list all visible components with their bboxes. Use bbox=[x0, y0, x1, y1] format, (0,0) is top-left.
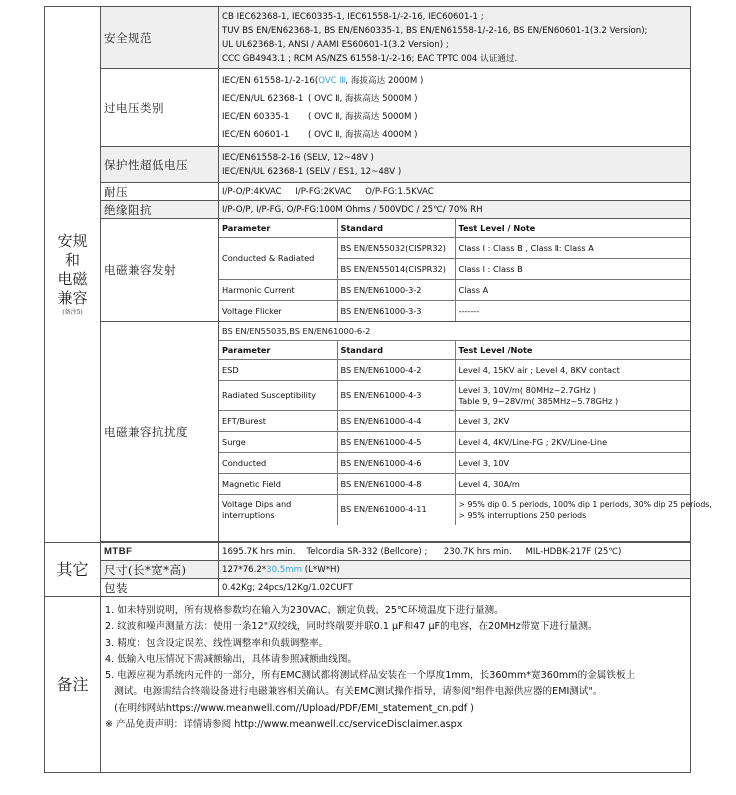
safety-line: TUV BS EN/EN62368-1, BS EN/EN60335-1, BS EN/EN61558-1/-2-16, BS EN/EN60601-1(3.2 Version); bbox=[222, 25, 648, 36]
label-mtbf: MTBF bbox=[101, 543, 219, 561]
emc-immunity-cell bbox=[219, 322, 712, 542]
table-cell: BS EN/EN55014(CISPR32) bbox=[337, 259, 455, 280]
emc-emission-cell bbox=[219, 219, 691, 322]
group-others: 其它 bbox=[45, 543, 101, 597]
note-line: (在明纬网站https://www.meanwell.com//Upload/PDF/EMI_statement_cn.pdf ) bbox=[105, 702, 474, 714]
table-cell: Level 3, 10V bbox=[455, 453, 690, 474]
note-line: 测试。电源需结合终端设备进行电磁兼容相关确认。有关EMC测试操作指导，请参阅"组件电源供应器的EMI测试"。 bbox=[105, 686, 603, 698]
table-cell: BS EN/EN61000-3-3 bbox=[337, 301, 455, 322]
table-cell: Level 4, 15KV air ; Level 4, 8KV contact bbox=[455, 360, 690, 381]
label-isolation-resistance: 绝缘阻抗 bbox=[101, 201, 219, 219]
table-cell: Conducted bbox=[219, 453, 337, 474]
note-line: > 95% interruptions 250 periods bbox=[458, 510, 587, 520]
table-cell: Class Ⅰ : Class B bbox=[455, 259, 690, 280]
table-cell bbox=[455, 495, 712, 525]
note-line: Level 3, 10V/m( 80MHz~2.7GHz ) bbox=[458, 384, 597, 395]
note-line: 2. 纹波和噪声测量方法：使用一条12"双绞线，同时终端要并联0.1 μF和47 μF的电容，在20MHz带宽下进行量测。 bbox=[105, 621, 598, 633]
spec-table bbox=[44, 6, 712, 773]
value-selv bbox=[219, 147, 691, 183]
table-cell: BS EN/EN61000-4-8 bbox=[337, 474, 455, 495]
table-cell: ------- bbox=[455, 301, 690, 322]
table-cell: BS EN/EN61000-4-11 bbox=[337, 495, 455, 525]
table-cell: Level 4, 30A/m bbox=[455, 474, 690, 495]
table-cell: Radiated Susceptibility bbox=[219, 381, 337, 411]
note-line: > 95% dip 0. 5 periods, 100% dip 1 periods, 30% dip 25 periods, bbox=[458, 499, 712, 509]
group-label-line: 电磁 bbox=[57, 270, 88, 288]
label-emc-immunity: 电磁兼容抗扰度 bbox=[101, 322, 219, 542]
note-line: ※ 产品免责声明：详情请参阅 http://www.meanwell.cc/serviceDisclaimer.aspx bbox=[105, 719, 463, 731]
group-label-line: 和 bbox=[64, 251, 80, 269]
column-header: Test Level / Note bbox=[455, 219, 690, 238]
group-label-line: 兼容 bbox=[57, 289, 88, 307]
safety-line: CCC GB4943.1 ; RCM AS/NZS 61558-1/-2-16; EAC TPTC 004 认证通过. bbox=[222, 53, 518, 64]
table-cell: Class Ⅰ : Class B , Class Ⅱ: Class A bbox=[455, 238, 690, 259]
group-safety-emc bbox=[45, 7, 101, 543]
table-cell: BS EN/EN55032(CISPR32) bbox=[337, 238, 455, 259]
table-cell: BS EN/EN61000-4-3 bbox=[337, 381, 455, 411]
note-line: Table 9, 9~28V/m( 385MHz~5.78GHz ) bbox=[458, 395, 619, 406]
column-header: Test Level /Note bbox=[455, 341, 690, 360]
note-line: 5. 电源应视为系统内元件的一部分，所有EMC测试都将测试样品安装在一个厚度1mm，长360mm*宽360mm的金属铁板上 bbox=[105, 670, 636, 682]
value-packing: 0.42Kg; 24pcs/12Kg/1.02CUFT bbox=[219, 579, 691, 597]
table-cell: ESD bbox=[219, 360, 337, 381]
selv-line: IEC/EN/UL 62368-1 (SELV / ES1, 12~48V ) bbox=[222, 166, 402, 177]
table-cell: Magnetic Field bbox=[219, 474, 337, 495]
label-dimension: 尺寸(长*宽*高) bbox=[101, 561, 219, 579]
group-note: (备注5) bbox=[62, 309, 83, 316]
table-cell: Harmonic Current bbox=[219, 280, 337, 301]
table-cell: Voltage Flicker bbox=[219, 301, 337, 322]
table-cell: Class A bbox=[455, 280, 690, 301]
table-cell: BS EN/EN61000-4-2 bbox=[337, 360, 455, 381]
label-selv: 保护性超低电压 bbox=[101, 147, 219, 183]
table-cell bbox=[455, 381, 690, 411]
ovc-line: IEC/EN 61558-1/-2-16(OVC Ⅲ, 海拔高达 2000M ) bbox=[222, 75, 424, 86]
table-cell: Conducted & Radiated bbox=[219, 238, 337, 280]
table-cell: BS EN/EN61000-3-2 bbox=[337, 280, 455, 301]
note-line: 3. 精度：包含设定误差、线性调整率和负载调整率。 bbox=[105, 637, 329, 649]
table-cell: Level 4, 4KV/Line-FG ; 2KV/Line-Line bbox=[455, 432, 690, 453]
value-withstand-voltage: I/P-O/P:4KVAC I/P-FG:2KVAC O/P-FG:1.5KVAC bbox=[219, 183, 691, 201]
ovc-line: IEC/EN 60601-1( OVC Ⅱ, 海拔高达 4000M ) bbox=[222, 129, 418, 140]
notes-content bbox=[101, 597, 691, 773]
column-header: Standard bbox=[337, 341, 455, 360]
safety-line: CB IEC62368-1, IEC60335-1, IEC61558-1/-2-16, IEC60601-1 ; bbox=[222, 11, 484, 22]
value-overvoltage-category bbox=[219, 69, 691, 147]
value-isolation-resistance: I/P-O/P, I/P-FG, O/P-FG:100M Ohms / 500VDC / 25℃/ 70% RH bbox=[219, 201, 691, 219]
note-line: 1. 如未特别说明，所有规格参数均在输入为230VAC、额定负载、25℃环境温度下进行量测。 bbox=[105, 605, 504, 616]
immunity-standards: BS EN/EN55035,BS EN/EN61000-6-2 bbox=[219, 322, 690, 341]
selv-line: IEC/EN61558-2-16 (SELV, 12~48V ) bbox=[222, 152, 374, 163]
column-header: Parameter bbox=[219, 341, 337, 360]
column-header: Parameter bbox=[219, 219, 337, 238]
table-cell: Voltage Dips and interruptions bbox=[219, 495, 337, 525]
label-withstand-voltage: 耐压 bbox=[101, 183, 219, 201]
label-emc-emission: 电磁兼容发射 bbox=[101, 219, 219, 322]
label-safety-standards: 安全规范 bbox=[101, 7, 219, 69]
column-header: Standard bbox=[337, 219, 455, 238]
value-dimension: 127*76.2*30.5mm (L*W*H) bbox=[219, 561, 691, 579]
ovc-line: IEC/EN/UL 62368-1( OVC Ⅱ, 海拔高达 5000M ) bbox=[222, 93, 418, 104]
table-cell: BS EN/EN61000-4-5 bbox=[337, 432, 455, 453]
safety-line: UL UL62368-1, ANSI / AAMI ES60601-1(3.2 Version) ; bbox=[222, 39, 449, 50]
ovc-line: IEC/EN 60335-1( OVC Ⅱ, 海拔高达 5000M ) bbox=[222, 111, 418, 122]
emc-immunity-table bbox=[219, 341, 712, 525]
group-notes: 备注 bbox=[45, 597, 101, 773]
value-safety-standards bbox=[219, 7, 691, 69]
table-cell: BS EN/EN61000-4-4 bbox=[337, 411, 455, 432]
table-cell: BS EN/EN61000-4-6 bbox=[337, 453, 455, 474]
table-cell: EFT/Burest bbox=[219, 411, 337, 432]
label-packing: 包装 bbox=[101, 579, 219, 597]
emc-emission-table bbox=[219, 219, 690, 321]
table-cell: Surge bbox=[219, 432, 337, 453]
table-cell: Level 3, 2KV bbox=[455, 411, 690, 432]
value-mtbf: 1695.7K hrs min. Telcordia SR-332 (Bellcore) ; 230.7K hrs min. MIL-HDBK-217F (25℃) bbox=[219, 543, 691, 561]
group-label-line: 安规 bbox=[57, 232, 88, 250]
note-line: 4. 低输入电压情况下需减额输出，具体请参照减额曲线图。 bbox=[105, 653, 358, 665]
label-overvoltage-category: 过电压类别 bbox=[101, 69, 219, 147]
